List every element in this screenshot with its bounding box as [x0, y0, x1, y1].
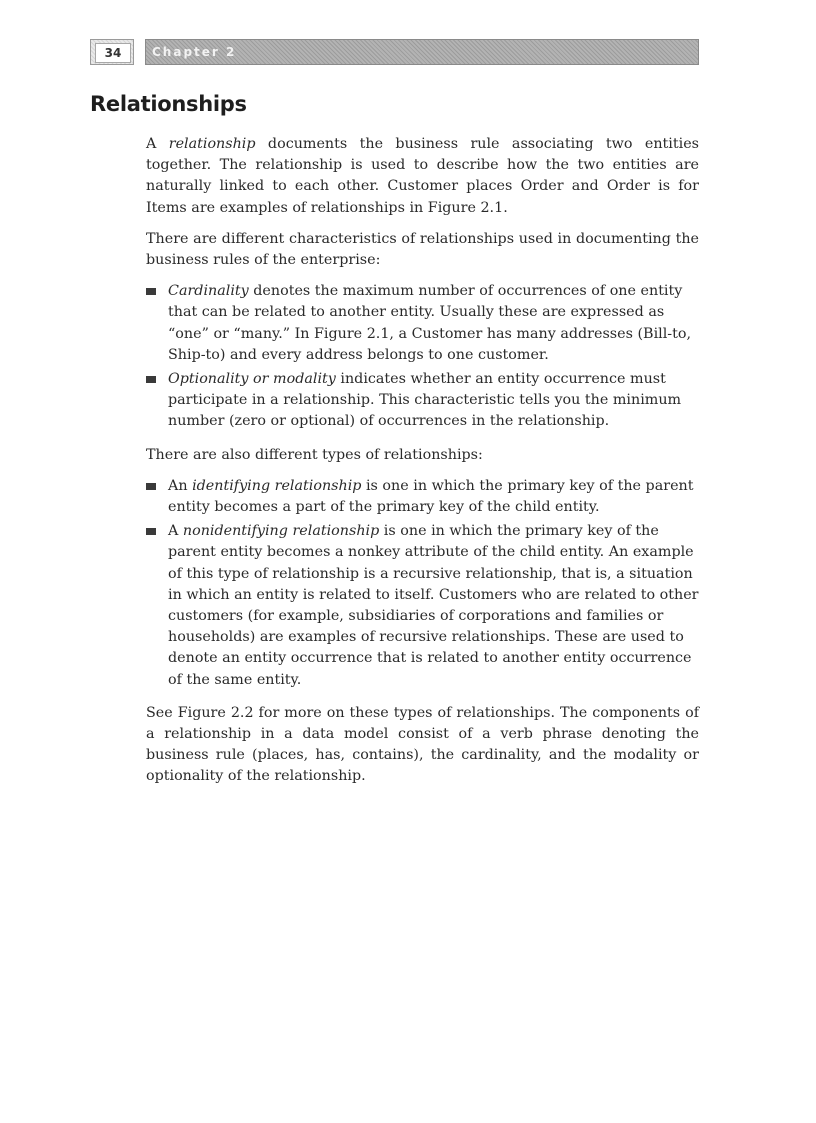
bullet-icon — [146, 483, 156, 490]
list-item-term: Cardinality — [168, 283, 249, 300]
bullet-icon — [146, 376, 156, 383]
list-item-pre: A — [168, 523, 183, 540]
list-item-text: indicates whether an entity occurrence must participate in a relationship. This characteristic tells you the minimum number (zero or optional) of occurrences in the relationship. — [168, 371, 682, 430]
list-item — [146, 521, 699, 691]
closing-paragraph: See Figure 2.2 for more on these types of relationships. The components of a relationship in a data model consist of a verb phrase denoting the business rule (places, has, contains), the cardinality, and the modality or optionality of the relationship. — [146, 704, 699, 785]
section-title: Relationships — [90, 92, 247, 116]
chapter-bar — [145, 39, 699, 65]
running-header — [90, 39, 699, 67]
list-item-text: is one in which the primary key of the parent entity becomes a nonkey attribute of the child entity. An example of this type of relationship is a recursive relationship, that is, a situation in which an entity is related to itself. Customers who are related to other customers (for example, subsidiaries of corporations and families or households) are examples of recursive relationships. These are used to denote an entity occurrence that is related to another entity occurrence of the same entity. — [168, 523, 699, 688]
bullet-icon — [146, 528, 156, 535]
types-intro: There are also different types of relationships: — [146, 446, 483, 463]
bullet-icon — [146, 288, 156, 295]
list-item-term: nonidentifying relationship — [182, 523, 380, 540]
intro-term: relationship — [168, 136, 256, 152]
intro-text: documents the business rule associating two entities together. The relationship is used to describe how the two entities are naturally linked to each other. Customer places Order and Order is for Items are examples of relationships in Figure 2.1. — [146, 136, 699, 216]
body-content — [146, 134, 699, 798]
chapter-label: Chapter 2 — [152, 45, 237, 59]
list-item-pre: An — [168, 477, 193, 494]
characteristics-list — [146, 281, 699, 432]
list-item-text: is one in which the primary key of the parent entity becomes a part of the primary key of the child entity. — [168, 477, 694, 516]
list-item — [146, 369, 699, 433]
page-number-box — [90, 39, 134, 65]
intro-pre: A — [146, 136, 169, 152]
list-item-term: identifying relationship — [192, 477, 362, 494]
list-item-term: Optionality or modality — [168, 371, 336, 388]
list-item-text: denotes the maximum number of occurrences of one entity that can be related to another entity. Usually these are expressed as “one” or “many.” In Figure 2.1, a Customer has many addresses (Bill-to, Ship-to) and every address belongs to one customer. — [168, 283, 692, 363]
intro-paragraph — [146, 134, 699, 219]
list-item — [146, 476, 699, 518]
page-number: 34 — [95, 43, 131, 63]
types-list — [146, 476, 699, 691]
list-item — [146, 281, 699, 366]
characteristics-intro: There are different characteristics of relationships used in documenting the business rules of the enterprise: — [146, 230, 699, 269]
